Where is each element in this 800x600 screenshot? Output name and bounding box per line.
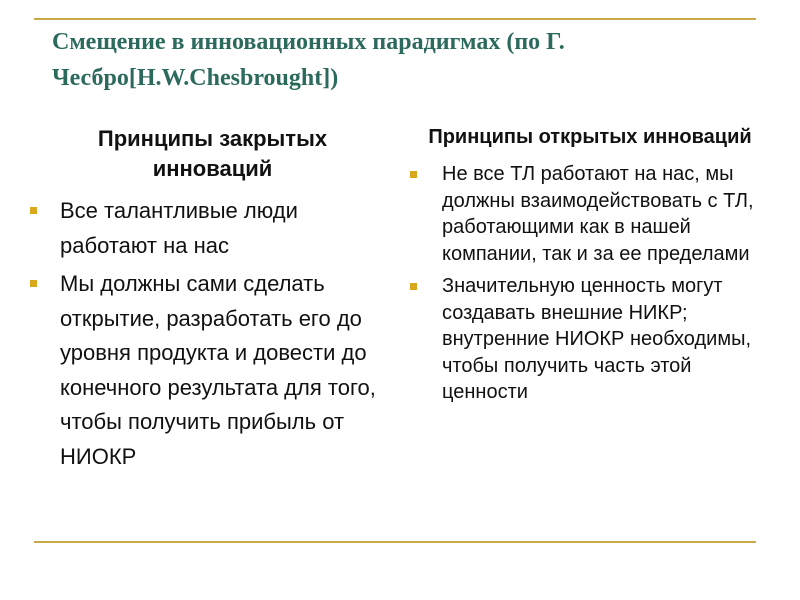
top-rule [34, 18, 756, 20]
open-innovation-heading: Принципы открытых инноваций [428, 126, 752, 148]
square-bullet-icon [410, 171, 417, 178]
bullet-text: Мы должны сами сделать открытие, разработать его до уровня продукта и довести до конечного результата для того, чтобы получить прибыль от НИОКР [60, 271, 376, 469]
list-item [410, 161, 780, 267]
bullet-text: Значительную ценность могут создавать внешние НИКР; внутренние НИОКР необходимы, чтобы получить часть этой ценности [442, 275, 752, 403]
bullet-text: Все талантливые люди работают на нас [60, 198, 298, 258]
square-bullet-icon [30, 280, 37, 287]
square-bullet-icon [30, 207, 37, 214]
list-item [30, 194, 385, 263]
closed-innovation-column [30, 124, 385, 478]
open-innovation-column [410, 124, 780, 412]
open-innovation-list [410, 161, 780, 406]
bottom-rule [34, 541, 756, 543]
list-item [410, 273, 780, 406]
list-item [30, 267, 385, 474]
closed-innovation-heading: Принципы закрытых инноваций [97, 126, 328, 181]
closed-innovation-list [30, 194, 385, 474]
square-bullet-icon [410, 283, 417, 290]
slide-title: Смещение в инновационных парадигмах (по Г. Чесбро[H.W.Chesbrought]) [52, 29, 565, 91]
bullet-text: Не все ТЛ работают на нас, мы должны взаимодействовать с ТЛ, работающими как в нашей компании, так и за ее пределами [442, 163, 754, 265]
